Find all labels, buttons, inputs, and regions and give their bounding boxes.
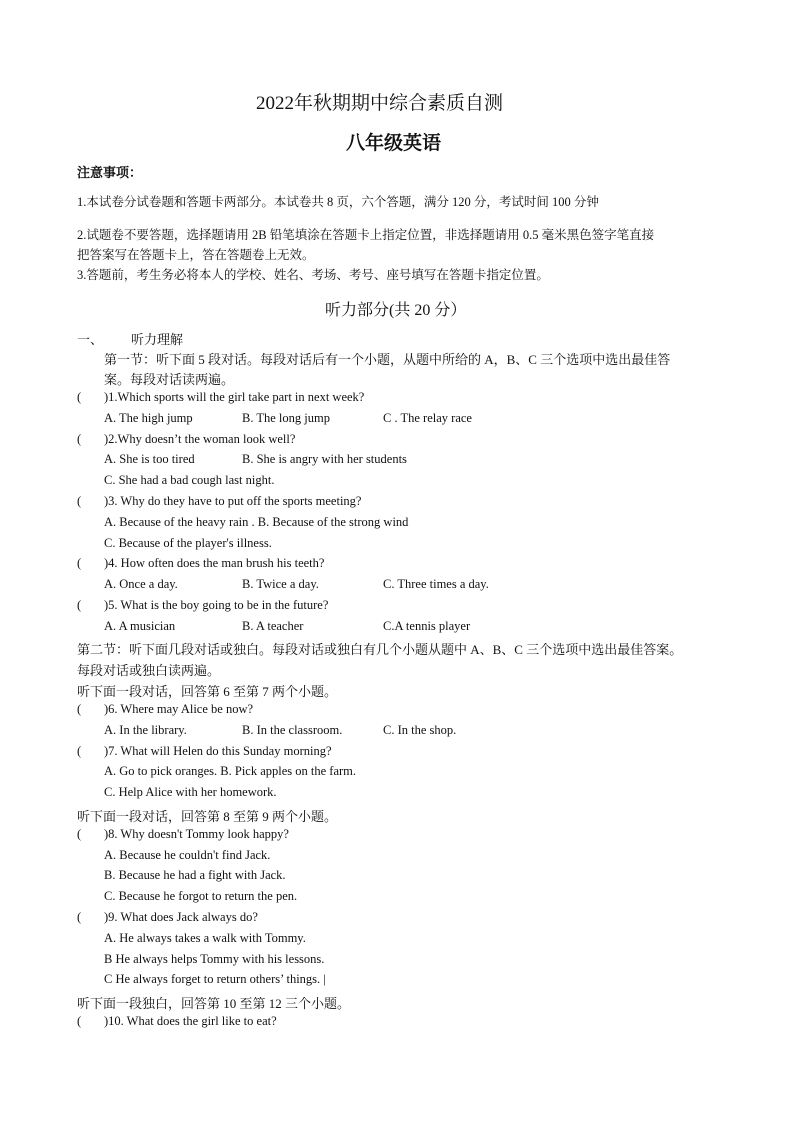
- exam-title: 2022年秋期期中综合素质自测: [256, 93, 504, 114]
- notes-heading: 注意事项：: [77, 165, 143, 180]
- note-item-2-line2: 把答案写在答题卡上，答在答题卷上无效。: [77, 248, 315, 262]
- q5-option-a: A. A musician: [104, 619, 176, 633]
- question-7: )7. What will Helen do this Sunday morning?: [104, 744, 332, 758]
- q3-options-ab: A. Because of the heavy rain . B. Because of the strong wind: [104, 515, 409, 529]
- question-1: )1.Which sports will the girl take part in next week?: [104, 390, 365, 404]
- answer-paren: (: [77, 827, 82, 841]
- q1-option-a: A. The high jump: [104, 411, 193, 425]
- question-3: )3. Why do they have to put off the sports meeting?: [104, 494, 362, 508]
- directions-6-7: 听下面一段对话，回答第 6 至第 7 两个小题。: [77, 684, 338, 699]
- section1-instruction-line2: 案。每段对话读两遍。: [104, 372, 235, 387]
- answer-paren: (: [77, 702, 82, 716]
- section2-instruction-line2: 每段对话或独白读两遍。: [77, 663, 221, 678]
- question-6: )6. Where may Alice be now?: [104, 702, 254, 716]
- q4-option-b: B. Twice a day.: [242, 577, 319, 591]
- question-5: )5. What is the boy going to be in the future?: [104, 598, 329, 612]
- q8-option-c: C. Because he forgot to return the pen.: [104, 889, 298, 903]
- question-10: )10. What does the girl like to eat?: [104, 1014, 277, 1028]
- q3-option-c: C. Because of the player's illness.: [104, 536, 272, 550]
- q4-option-c: C. Three times a day.: [383, 577, 489, 591]
- question-2: )2.Why doesn’t the woman look well?: [104, 432, 296, 446]
- q2-option-a: A. She is too tired: [104, 452, 195, 466]
- note-item-1: 1.本试卷分试卷题和答题卡两部分。本试卷共 8 页，六个答题，满分 120 分，考试时间 100 分钟: [77, 195, 599, 209]
- part-name: 听力理解: [131, 332, 184, 347]
- q9-option-a: A. He always takes a walk with Tommy.: [104, 931, 306, 945]
- q5-option-b: B. A teacher: [242, 619, 304, 633]
- q9-option-b: B He always helps Tommy with his lessons.: [104, 952, 325, 966]
- answer-paren: (: [77, 744, 82, 758]
- note-item-3: 3.答题前，考生务必将本人的学校、姓名、考场、考号、座号填写在答题卡指定位置。: [77, 268, 549, 282]
- directions-8-9: 听下面一段对话，回答第 8 至第 9 两个小题。: [77, 809, 338, 824]
- question-4: )4. How often does the man brush his teeth?: [104, 556, 325, 570]
- q2-option-b: B. She is angry with her students: [242, 452, 407, 466]
- question-9: )9. What does Jack always do?: [104, 910, 258, 924]
- question-8: )8. Why doesn't Tommy look happy?: [104, 827, 289, 841]
- directions-10-12: 听下面一段独白，回答第 10 至第 12 三个小题。: [77, 996, 351, 1011]
- answer-paren: (: [77, 390, 82, 404]
- section1-instruction-line1: 第一节：听下面 5 段对话。每段对话后有一个小题，从题中所给的 A，B、C 三个选项中选出最佳答: [104, 352, 671, 367]
- section2-instruction-line1: 第二节：听下面几段对话或独白。每段对话或独白有几个小题从题中 A、B、C 三个选项中选出最佳答案。: [77, 642, 683, 657]
- q6-option-c: C. In the shop.: [383, 723, 457, 737]
- q8-option-b: B. Because he had a fight with Jack.: [104, 868, 286, 882]
- q8-option-a: A. Because he couldn't find Jack.: [104, 848, 271, 862]
- answer-paren: (: [77, 556, 82, 570]
- q6-option-b: B. In the classroom.: [242, 723, 343, 737]
- part-number: 一、: [77, 332, 104, 347]
- q7-option-c: C. Help Alice with her homework.: [104, 785, 277, 799]
- answer-paren: (: [77, 432, 82, 446]
- answer-paren: (: [77, 910, 82, 924]
- q7-options-ab: A. Go to pick oranges. B. Pick apples on the farm.: [104, 764, 357, 778]
- listening-section-title: 听力部分(共 20 分）: [325, 302, 467, 319]
- exam-subtitle: 八年级英语: [346, 133, 442, 154]
- answer-paren: (: [77, 494, 82, 508]
- q6-option-a: A. In the library.: [104, 723, 187, 737]
- q1-option-b: B. The long jump: [242, 411, 330, 425]
- q2-option-c: C. She had a bad cough last night.: [104, 473, 275, 487]
- answer-paren: (: [77, 1014, 82, 1028]
- note-item-2-line1: 2.试题卷不要答题，选择题请用 2B 铅笔填涂在答题卡上指定位置，非选择题请用 0.5 毫米黑色签字笔直接: [77, 228, 655, 242]
- q9-option-c: C He always forget to return others’ things. |: [104, 972, 326, 986]
- q5-option-c: C.A tennis player: [383, 619, 471, 633]
- answer-paren: (: [77, 598, 82, 612]
- q1-option-c: C . The relay race: [383, 411, 472, 425]
- q4-option-a: A. Once a day.: [104, 577, 178, 591]
